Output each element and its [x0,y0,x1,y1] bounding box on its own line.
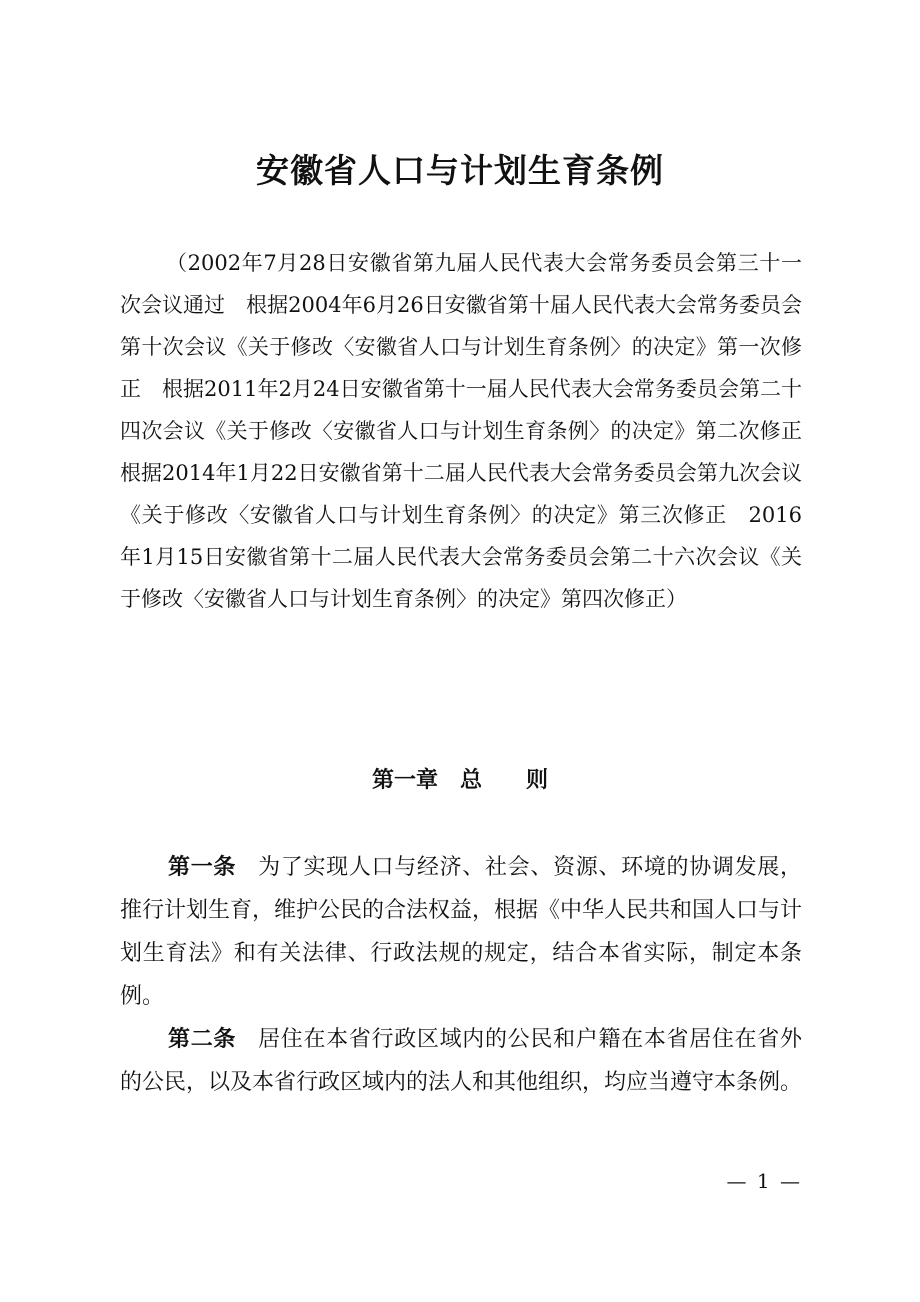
article-number: 第一条 [168,855,237,880]
article-text: 居住在本省行政区域内的公民和户籍在本省居住在省外的公民，以及本省行政区域内的法人和其他组织，均应当遵守本条例。 [120,1027,803,1095]
article-number: 第二条 [168,1027,237,1052]
chapter-title: 第一章 总 则 [371,768,548,793]
article-1 [120,846,802,1018]
article-text: 为了实现人口与经济、社会、资源、环境的协调发展，推行计划生育，维护公民的合法权益，根据《中华人民共和国人口与计划生育法》和有关法律、行政法规的规定，结合本省实际，制定本条例。 [120,855,803,1009]
article-2 [120,1018,802,1104]
page-number: — 1 — [726,1169,802,1193]
document-title: 安徽省人口与计划生育条例 [256,151,664,190]
adoption-note: （2002年7月28日安徽省第九届人民代表大会常务委员会第三十一次会议通过 根据2004年6月26日安徽省第十届人民代表大会常务委员会第十次会议《关于修改〈安徽省人口与计划生育条例〉的决定》第一次修正 根据2011年2月24日安徽省第十一届人民代表大会常务委员会第二十四次会议《关于修改〈安徽省人口与计划生育条例〉的决定》第二次修正 根据2014年1月22日安徽省第十二届人民代表大会常务委员会第九次会议《关于修改〈安徽省人口与计划生育条例〉的决定》第三次修正 2016年1月15日安徽省第十二届人民代表大会常务委员会第二十六次会议《关于修改〈安徽省人口与计划生育条例〉的决定》第四次修正） [120,251,823,611]
articles-list [120,846,802,1104]
